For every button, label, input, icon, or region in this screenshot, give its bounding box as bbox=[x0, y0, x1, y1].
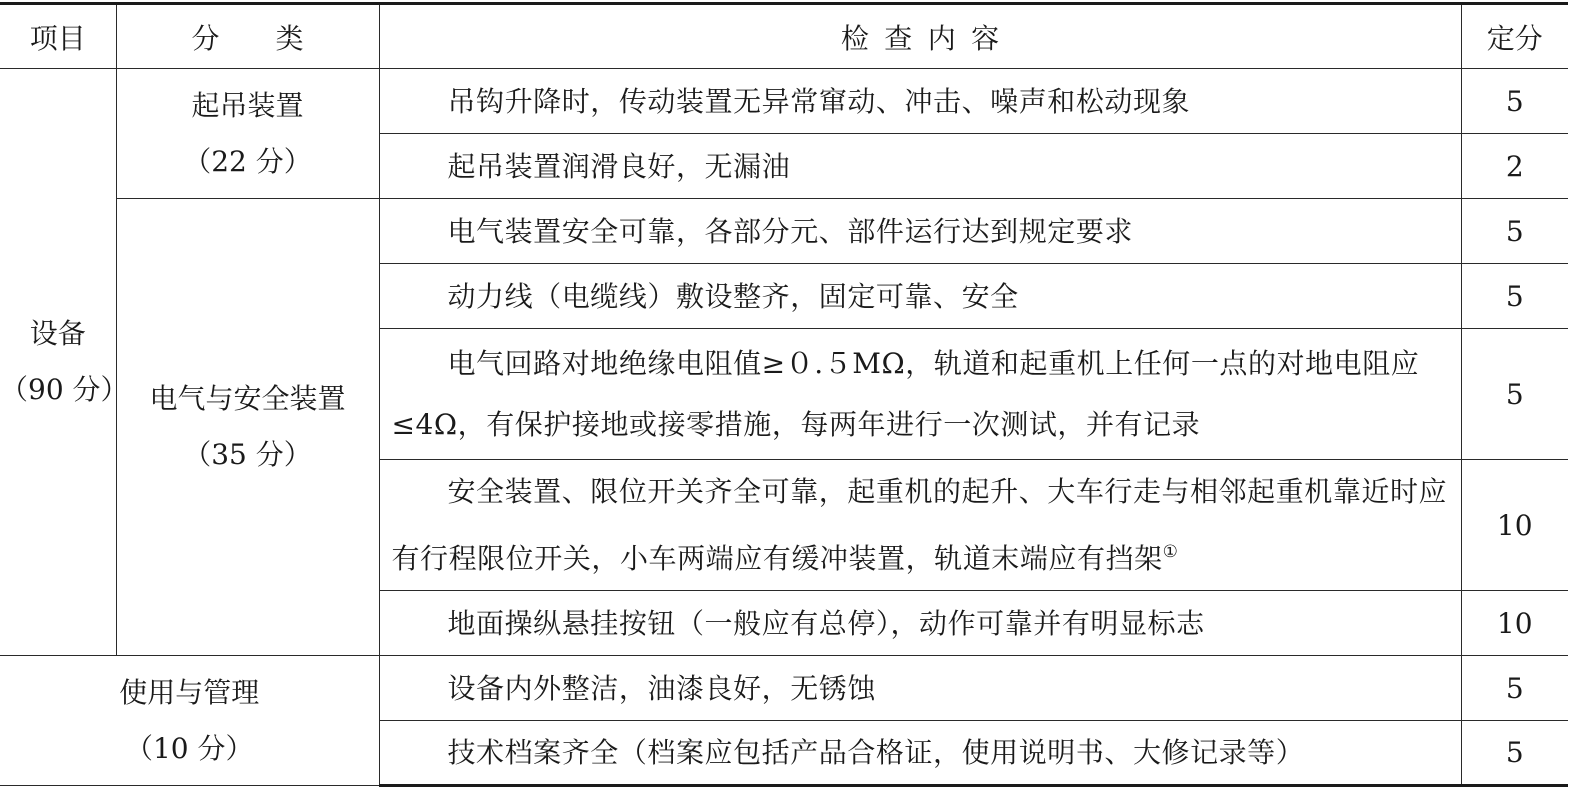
equipment-label: 设备 bbox=[29, 317, 86, 350]
lifting-label: 起吊装置 bbox=[191, 88, 304, 122]
footnote-marker: ① bbox=[1162, 542, 1179, 562]
content-cell: 起吊装置润滑良好，无漏油 bbox=[379, 134, 1461, 199]
header-score: 定分 bbox=[1461, 4, 1568, 69]
lifting-points: （22 分） bbox=[183, 144, 312, 178]
content-cell: 技术档案齐全（档案应包括产品合格证，使用说明书、大修记录等） bbox=[379, 721, 1461, 786]
score-cell: 10 bbox=[1461, 460, 1568, 591]
content-cell bbox=[379, 460, 1461, 591]
equipment-cell bbox=[0, 69, 129, 656]
table-row bbox=[0, 656, 1568, 721]
usage-label: 使用与管理 bbox=[119, 675, 260, 709]
table-row bbox=[0, 199, 1568, 264]
content-text: 安全装置、限位开关齐全可靠，起重机的起升、大车行走与相邻起重机靠近时应有行程限位开关，小车两端应有缓冲装置，轨道末端应有挡架 bbox=[391, 475, 1448, 575]
electrical-cell bbox=[116, 199, 379, 656]
table-row bbox=[0, 69, 1568, 134]
score-cell: 5 bbox=[1461, 199, 1568, 264]
score-cell: 5 bbox=[1461, 329, 1568, 460]
content-cell: 吊钩升降时，传动装置无异常窜动、冲击、噪声和松动现象 bbox=[379, 69, 1461, 134]
inspection-table bbox=[0, 2, 1568, 787]
lifting-cell bbox=[116, 69, 379, 199]
header-category: 分 类 bbox=[116, 4, 379, 69]
header-project: 项目 bbox=[0, 4, 116, 69]
score-cell: 5 bbox=[1461, 656, 1568, 721]
content-cell: 电气回路对地绝缘电阻值≥０.５MΩ，轨道和起重机上任何一点的对地电阻应≤4Ω，有保护接地或接零措施，每两年进行一次测试，并有记录 bbox=[379, 329, 1461, 460]
header-content: 检查内容 bbox=[379, 4, 1461, 69]
electrical-points: （35 分） bbox=[183, 438, 312, 471]
content-cell: 地面操纵悬挂按钮（一般应有总停），动作可靠并有明显标志 bbox=[379, 591, 1461, 656]
score-cell: 5 bbox=[1461, 264, 1568, 329]
usage-points: （10 分） bbox=[124, 731, 254, 765]
equipment-points: （90 分） bbox=[0, 373, 129, 406]
content-cell: 电气装置安全可靠，各部分元、部件运行达到规定要求 bbox=[379, 199, 1461, 264]
usage-cell bbox=[0, 656, 379, 786]
header-row bbox=[0, 4, 1568, 69]
content-cell: 设备内外整洁，油漆良好，无锈蚀 bbox=[379, 656, 1461, 721]
content-cell: 动力线（电缆线）敷设整齐，固定可靠、安全 bbox=[379, 264, 1461, 329]
electrical-label: 电气与安全装置 bbox=[149, 382, 346, 415]
score-cell: 5 bbox=[1461, 69, 1568, 134]
score-cell: 2 bbox=[1461, 134, 1568, 199]
score-cell: 10 bbox=[1461, 591, 1568, 656]
score-cell: 5 bbox=[1461, 721, 1568, 786]
